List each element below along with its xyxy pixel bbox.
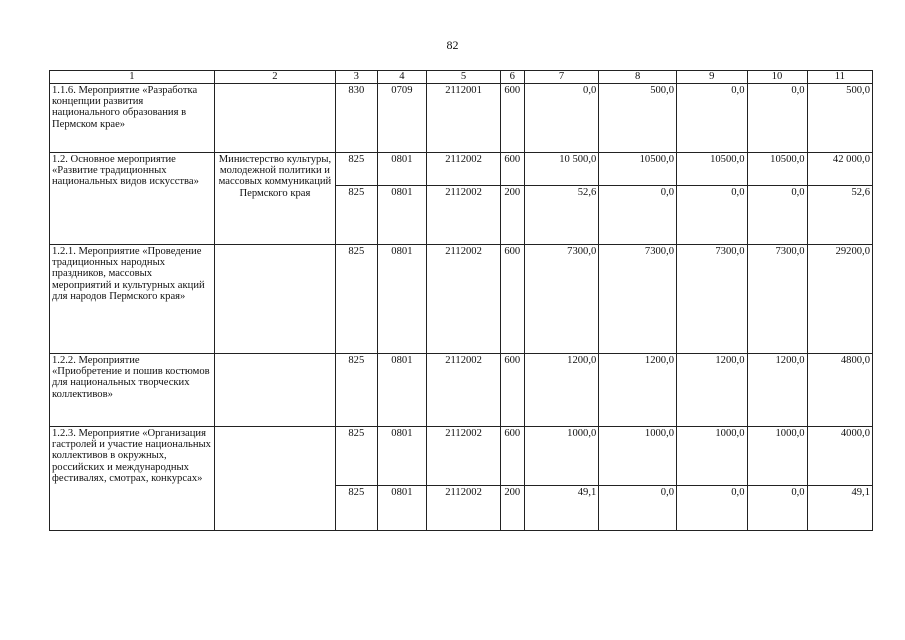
cell-c7: 0,0: [524, 84, 599, 153]
cell-c9: 0,0: [677, 486, 747, 531]
cell-c6: 600: [500, 245, 524, 354]
cell-c10: 0,0: [747, 84, 807, 153]
cell-c9: 10500,0: [677, 153, 747, 186]
column-header: 3: [336, 71, 377, 84]
cell-c4: 0801: [377, 427, 427, 486]
cell-c5: 2112001: [427, 84, 501, 153]
cell-c3: 825: [336, 245, 377, 354]
column-header: 10: [747, 71, 807, 84]
column-header: 1: [50, 71, 215, 84]
cell-c10: 0,0: [747, 186, 807, 245]
cell-c10: 7300,0: [747, 245, 807, 354]
activity-title: 1.2.1. Мероприятие «Проведение традиционных народных праздников, массовых мероприятий и культурных акций для народов Пермского края»: [50, 245, 215, 354]
cell-c5: 2112002: [427, 354, 501, 427]
cell-c8: 1200,0: [599, 354, 677, 427]
cell-c6: 600: [500, 427, 524, 486]
cell-c4: 0801: [377, 153, 427, 186]
cell-c4: 0801: [377, 486, 427, 531]
cell-c9: 7300,0: [677, 245, 747, 354]
responsible-org: [214, 245, 335, 354]
table-row: [50, 84, 873, 153]
cell-c8: 1000,0: [599, 427, 677, 486]
responsible-org: [214, 427, 335, 531]
column-header: 9: [677, 71, 747, 84]
activity-title: 1.1.6. Мероприятие «Разработка концепции развития национального образования в Пермском крае»: [50, 84, 215, 153]
column-header: 5: [427, 71, 501, 84]
cell-c5: 2112002: [427, 245, 501, 354]
table-row: [50, 153, 873, 186]
cell-c11: 4000,0: [807, 427, 872, 486]
cell-c10: 1000,0: [747, 427, 807, 486]
cell-c7: 10 500,0: [524, 153, 599, 186]
cell-c3: 830: [336, 84, 377, 153]
table-row: [50, 427, 873, 486]
cell-c10: 10500,0: [747, 153, 807, 186]
cell-c4: 0801: [377, 354, 427, 427]
cell-c6: 200: [500, 186, 524, 245]
cell-c11: 49,1: [807, 486, 872, 531]
column-header: 4: [377, 71, 427, 84]
responsible-org: Министерство культуры, молодежной политики и массовых коммуникаций Пермского края: [214, 153, 335, 245]
cell-c7: 1200,0: [524, 354, 599, 427]
cell-c10: 0,0: [747, 486, 807, 531]
cell-c4: 0801: [377, 186, 427, 245]
cell-c7: 1000,0: [524, 427, 599, 486]
cell-c9: 0,0: [677, 186, 747, 245]
cell-c3: 825: [336, 427, 377, 486]
cell-c7: 7300,0: [524, 245, 599, 354]
cell-c3: 825: [336, 486, 377, 531]
budget-table: [49, 70, 873, 531]
cell-c10: 1200,0: [747, 354, 807, 427]
cell-c7: 52,6: [524, 186, 599, 245]
cell-c11: 42 000,0: [807, 153, 872, 186]
column-header: 2: [214, 71, 335, 84]
cell-c11: 29200,0: [807, 245, 872, 354]
cell-c5: 2112002: [427, 427, 501, 486]
cell-c9: 0,0: [677, 84, 747, 153]
cell-c8: 0,0: [599, 486, 677, 531]
table-row: [50, 354, 873, 427]
cell-c11: 500,0: [807, 84, 872, 153]
cell-c6: 200: [500, 486, 524, 531]
cell-c9: 1000,0: [677, 427, 747, 486]
responsible-org: [214, 354, 335, 427]
cell-c11: 4800,0: [807, 354, 872, 427]
cell-c5: 2112002: [427, 153, 501, 186]
cell-c8: 500,0: [599, 84, 677, 153]
cell-c7: 49,1: [524, 486, 599, 531]
cell-c5: 2112002: [427, 486, 501, 531]
cell-c6: 600: [500, 84, 524, 153]
header-row: [50, 71, 873, 84]
cell-c3: 825: [336, 186, 377, 245]
cell-c9: 1200,0: [677, 354, 747, 427]
cell-c6: 600: [500, 153, 524, 186]
activity-title: 1.2.2. Мероприятие «Приобретение и пошив костюмов для национальных творческих коллективов»: [50, 354, 215, 427]
responsible-org: [214, 84, 335, 153]
activity-title: 1.2. Основное мероприятие «Развитие традиционных национальных видов искусства»: [50, 153, 215, 245]
column-header: 7: [524, 71, 599, 84]
cell-c8: 7300,0: [599, 245, 677, 354]
cell-c3: 825: [336, 153, 377, 186]
page-number: 82: [446, 38, 459, 52]
cell-c4: 0801: [377, 245, 427, 354]
table-row: [50, 245, 873, 354]
cell-c11: 52,6: [807, 186, 872, 245]
column-header: 11: [807, 71, 872, 84]
column-header: 8: [599, 71, 677, 84]
column-header: 6: [500, 71, 524, 84]
cell-c8: 10500,0: [599, 153, 677, 186]
cell-c8: 0,0: [599, 186, 677, 245]
cell-c5: 2112002: [427, 186, 501, 245]
cell-c3: 825: [336, 354, 377, 427]
activity-title: 1.2.3. Мероприятие «Организация гастролей и участие национальных коллективов в окружных, российских и международных фестивалях, смотрах, конкурсах»: [50, 427, 215, 531]
cell-c4: 0709: [377, 84, 427, 153]
cell-c6: 600: [500, 354, 524, 427]
